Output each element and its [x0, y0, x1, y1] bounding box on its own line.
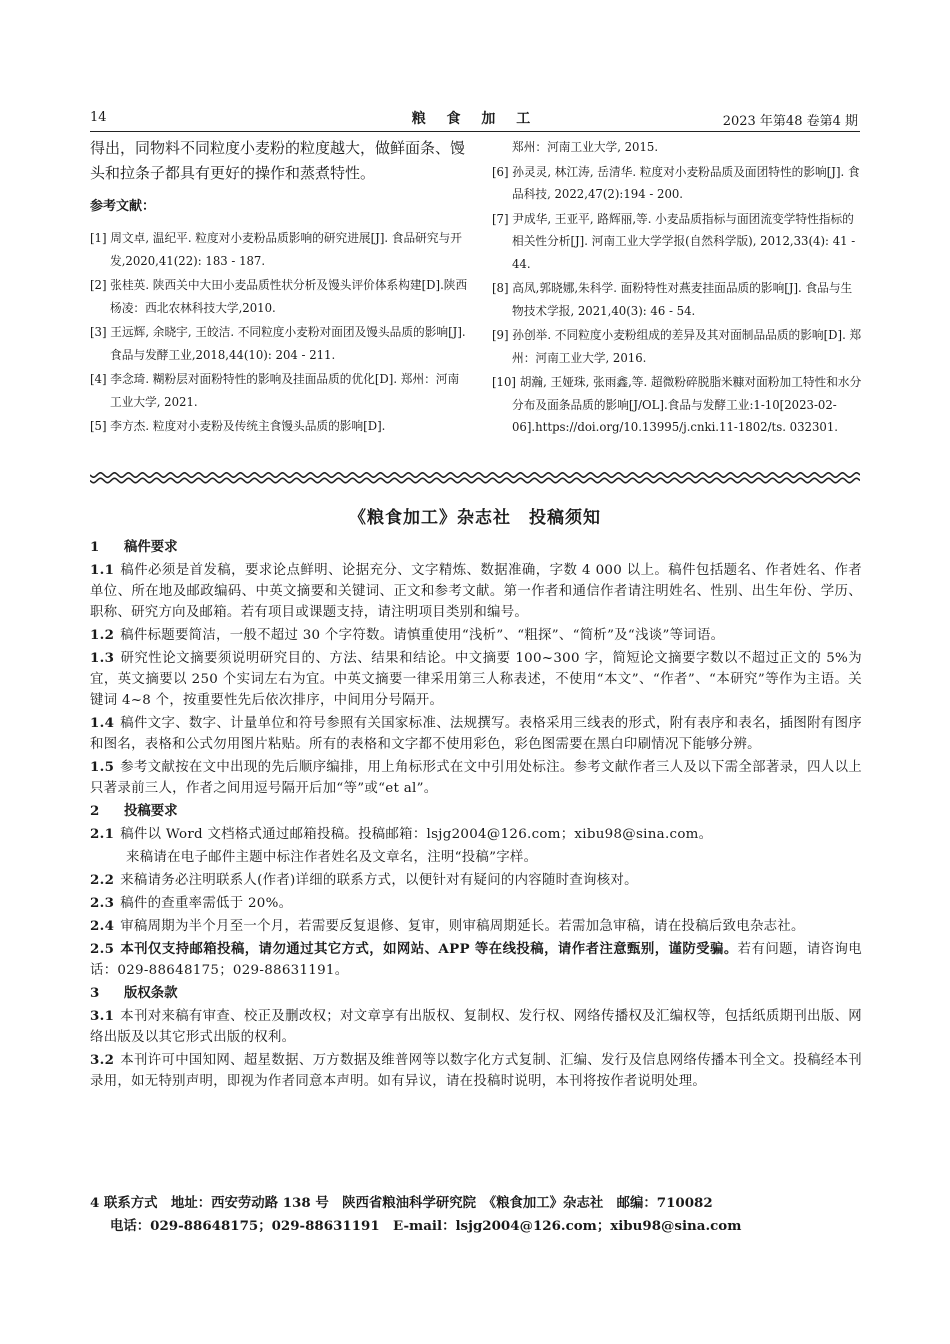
notice-paragraph: 1.2 稿件标题要简洁，一般不超过 30 个字符数。请慎重使用“浅析”、“粗探”、“简析”及“浅谈”等词语。 — [90, 627, 725, 643]
notice-paragraph: 3.2 本刊许可中国知网、超星数据、万方数据及维普网等以数字化方式复制、汇编、发行及信息网络传播本刊全文。投稿经本刊录用，如无特别声明，即视为作者同意本声明。如有异议，请在投稿时说明，本刊将按作者说明处理。 — [90, 1052, 862, 1089]
contact-phone-email: 电话：029-88648175；029-88631191 E-mail：lsjg2004@126.com；xibu98@sina.com — [110, 1218, 742, 1234]
notice-paragraph: 2.1 稿件以 Word 文档格式通过邮箱投稿。投稿邮箱：lsjg2004@126.com；xibu98@sina.com。 — [90, 826, 713, 842]
intro-paragraph: 得出，同物料不同粒度小麦粉的粒度越大，做鲜面条、馒头和拉条子都具有更好的操作和蒸煮特性。 — [90, 139, 466, 182]
reference-item: [8] 高凤,郭晓娜,朱科学. 面粉特性对燕麦挂面品质的影响[J]. 食品与生物技术学报, 2021,40(3): 46 - 54. — [492, 281, 853, 318]
journal-title: 粮 食 加 工 — [411, 111, 539, 127]
issue-info: 2023 年第48 卷第4 期 — [722, 114, 858, 129]
reference-item: [9] 孙创举. 不同粒度小麦粉组成的差异及其对面制品品质的影响[D]. 郑州：河南工业大学, 2016. — [492, 328, 862, 365]
reference-continuation: 郑州：河南工业大学, 2015. — [512, 140, 659, 154]
reference-item: [2] 张桂英. 陕西关中大田小麦品质性状分析及馒头评价体系构建[D].陕西 杨凌：西北农林科技大学,2010. — [90, 278, 468, 315]
contact-info — [90, 1192, 862, 1238]
references-heading: 参考文献： — [90, 199, 156, 214]
reference-item: [6] 孙灵灵, 林江涛, 岳清华. 粒度对小麦粉品质及面团特性的影响[J]. 食品科技, 2022,47(2):194 - 200. — [492, 164, 860, 201]
reference-item: [7] 尹成华, 王亚平, 路辉丽,等. 小麦品质指标与面团流变学特性指标的相关性分析[J]. 河南工业大学学报(自然科学版), 2012,33(4): 41 - 44. — [492, 211, 856, 271]
reference-item: [4] 李念琦. 糊粉层对面粉特性的影响及挂面品质的优化[D]. 郑州：河南工业大学, 2021. — [90, 372, 460, 409]
reference-item: [3] 王远辉, 余晓宇, 王皎洁. 不同粒度小麦粉对面团及馒头品质的影响[J]. 食品与发酵工业,2018,44(10): 204 - 211. — [90, 325, 466, 362]
notice-title: 《粮食加工》杂志社 投稿须知 — [349, 508, 601, 528]
wavy-divider — [90, 471, 860, 485]
reference-item: [10] 胡瀚, 王娅珠, 张雨鑫,等. 超微粉碎脱脂米糠对面粉加工特性和水分分布及面条品质的影响[J/OL].食品与发酵工业:1-10[2023-02-06].https://doi.org/10.13995/j.cnki.11-1802/ts. 032301. — [492, 375, 862, 434]
notice-paragraph: 2.3 稿件的查重率需低于 20%。 — [90, 895, 293, 911]
reference-item: [5] 李方杰. 粒度对小麦粉及传统主食馒头品质的影响[D]. — [90, 419, 386, 433]
section-heading: 3 版权条款 — [90, 985, 178, 1001]
notice-paragraph: 2.4 审稿周期为半个月至一个月，若需要反复退修、复审，则审稿周期延长。若需加急审稿，请在投稿后致电杂志社。 — [90, 918, 805, 934]
contact-address: 4 联系方式 地址：西安劳动路 138 号 陕西省粮油科学研究院 《粮食加工》杂志社 邮编：710082 — [90, 1195, 713, 1211]
header-divider — [90, 131, 860, 132]
notice-paragraph: 2.5 本刊仅支持邮箱投稿，请勿通过其它方式，如网站、APP 等在线投稿，请作者注意甄别，谨防受骗。若有问题，请咨询电话：029-88648175；029-88631191。 — [90, 941, 862, 978]
notice-paragraph: 1.4 稿件文字、数字、计量单位和符号参照有关国家标准、法规撰写。表格采用三线表的形式，附有表序和表名，插图附有图序和图名，表格和公式勿用图片粘贴。所有的表格和文字都不使用彩色，彩色图需要在黑白印刷情况下能够分辨。 — [90, 715, 862, 752]
notice-paragraph: 3.1 本刊对来稿有审查、校正及删改权；对文章享有出版权、复制权、发行权、网络传播权及汇编权等，包括纸质期刊出版、网络出版及以其它形式出版的权利。 — [90, 1008, 862, 1045]
section-heading: 1 稿件要求 — [90, 539, 178, 555]
notice-paragraph: 1.5 参考文献按在文中出现的先后顺序编排，用上角标形式在文中引用处标注。参考文献作者三人及以下需全部著录，四人以上只著录前三人，作者之间用逗号隔开后加“等”或“et al”。 — [90, 759, 862, 796]
submission-notice — [90, 535, 862, 1094]
notice-paragraph: 1.3 研究性论文摘要须说明研究目的、方法、结果和结论。中文摘要 100~300 字，简短论文摘要字数以不超过正文的 5%为宜，英文摘要以 250 个实词左右为宜。中英文摘要一律采用第三人称表述，不使用“本文”、“作者”、“本研究”等作为主语。关键词 4~8 个，按重要性先后依次排序，中间用分号隔开。 — [90, 650, 862, 708]
page-number: 14 — [90, 110, 107, 125]
notice-paragraph: 来稿请在电子邮件主题中标注作者姓名及文章名，注明“投稿”字样。 — [126, 850, 538, 865]
reference-item: [1] 周文卓, 温纪平. 粒度对小麦粉品质影响的研究进展[J]. 食品研究与开发,2020,41(22): 183 - 187. — [90, 231, 462, 268]
right-column — [492, 136, 862, 441]
notice-paragraph: 1.1 稿件必须是首发稿，要求论点鲜明、论据充分、文字精炼、数据准确，字数 4 000 以上。稿件包括题名、作者姓名、作者单位、所在地及邮政编码、中英文摘要和关键词、正文和参考文献。第一作者和通信作者请注明姓名、性别、出生年份、学历、职称、研究方向及邮箱。若有项目或课题支持，请注明项目类别和编号。 — [90, 562, 862, 620]
left-column — [90, 136, 468, 440]
notice-paragraph: 2.2 来稿请务必注明联系人(作者)详细的联系方式，以便针对有疑问的内容随时查询核对。 — [90, 872, 638, 888]
section-heading: 2 投稿要求 — [90, 803, 178, 819]
